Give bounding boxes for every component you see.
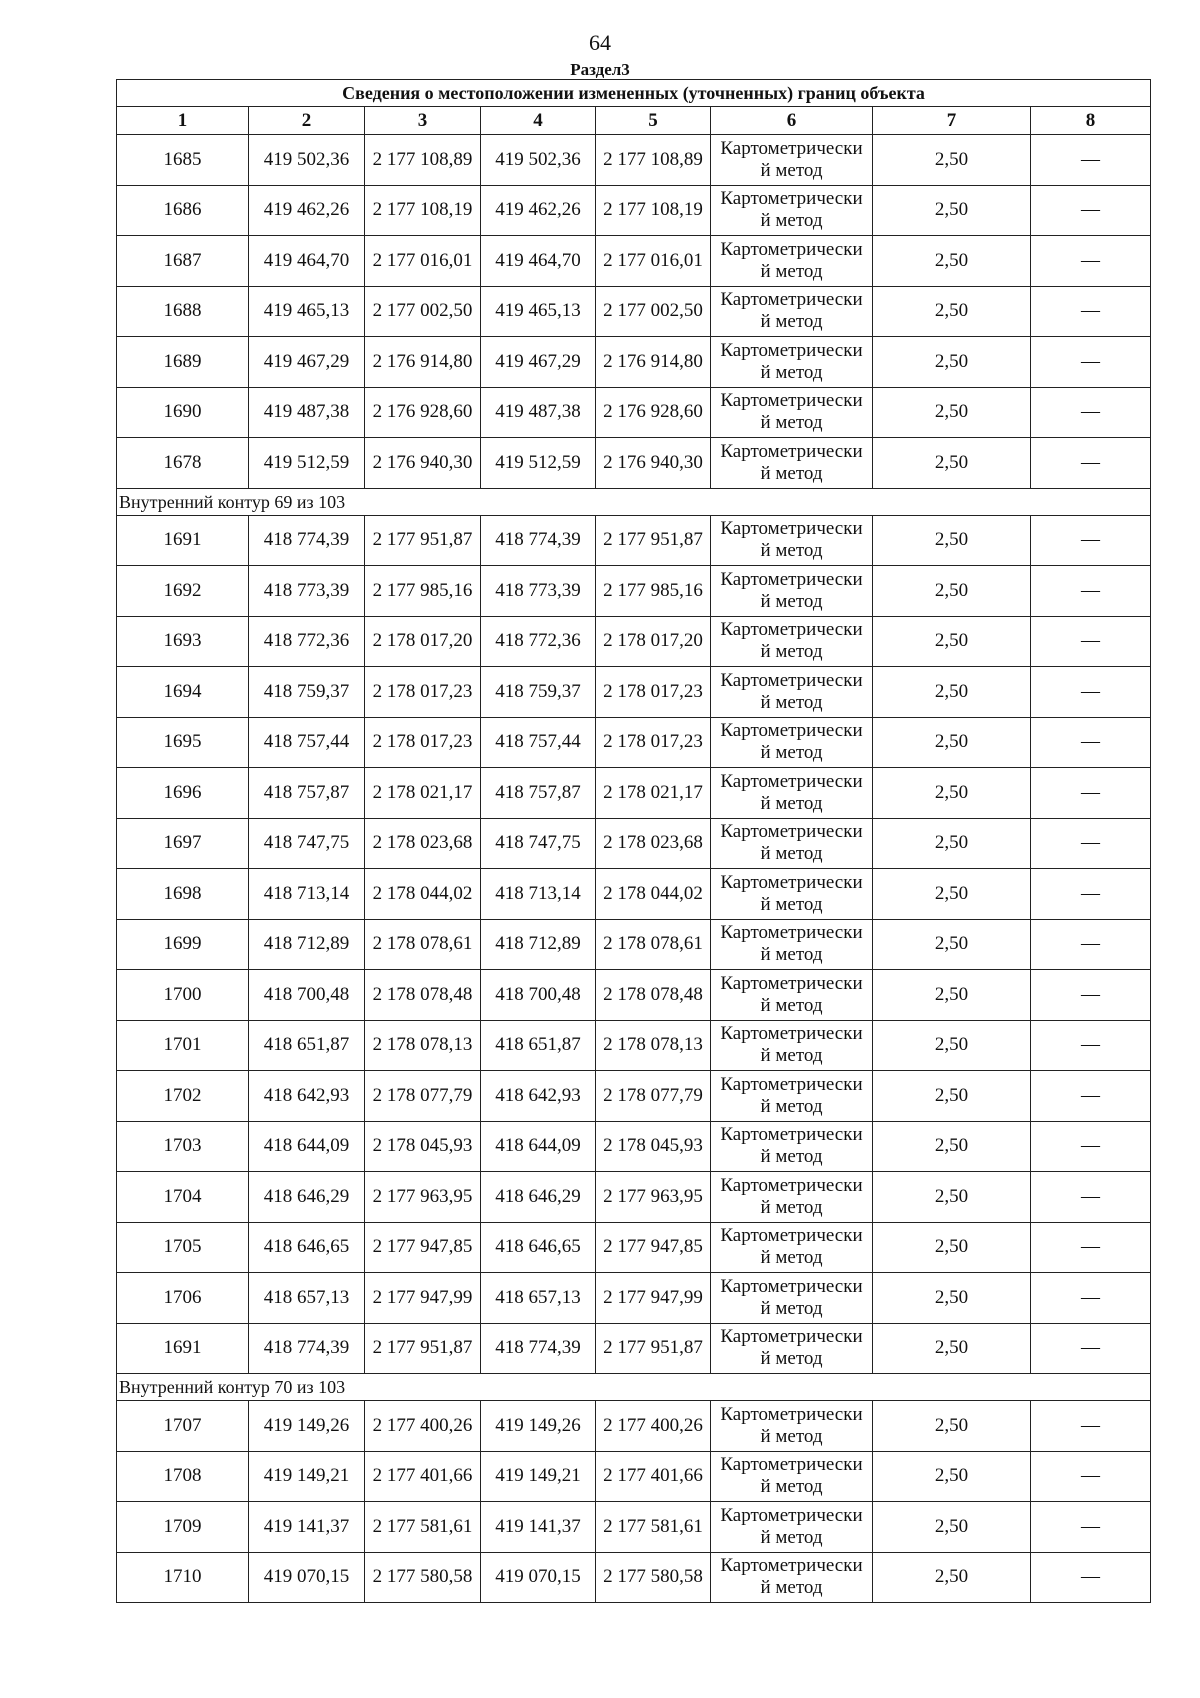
note-cell: — [1031,818,1151,869]
point-number-cell: 1685 [117,135,249,186]
accuracy-cell: 2,50 [873,818,1031,869]
table-title-row [117,80,1151,107]
x-new-cell: 418 774,39 [481,1323,596,1374]
y-new-cell: 2 177 581,61 [596,1502,711,1553]
x-new-cell: 418 757,87 [481,768,596,819]
y-old-cell: 2 177 947,85 [365,1222,481,1273]
x-new-cell: 418 700,48 [481,970,596,1021]
method-cell: Картометрически й метод [711,337,873,388]
point-number-cell: 1695 [117,717,249,768]
note-cell: — [1031,970,1151,1021]
table-row [117,337,1151,388]
method-cell: Картометрически й метод [711,970,873,1021]
method-cell: Картометрически й метод [711,185,873,236]
table-row [117,286,1151,337]
accuracy-cell: 2,50 [873,566,1031,617]
y-old-cell: 2 178 021,17 [365,768,481,819]
point-number-cell: 1692 [117,566,249,617]
note-cell: — [1031,135,1151,186]
point-number-cell: 1688 [117,286,249,337]
accuracy-cell: 2,50 [873,717,1031,768]
x-old-cell: 418 757,44 [249,717,365,768]
y-new-cell: 2 177 108,19 [596,185,711,236]
x-old-cell: 418 774,39 [249,515,365,566]
accuracy-cell: 2,50 [873,286,1031,337]
y-new-cell: 2 177 401,66 [596,1451,711,1502]
table-row [117,1451,1151,1502]
x-old-cell: 419 462,26 [249,185,365,236]
method-cell: Картометрически й метод [711,1401,873,1452]
note-cell: — [1031,185,1151,236]
note-cell: — [1031,919,1151,970]
column-header: 3 [365,107,481,135]
table-row [117,970,1151,1021]
y-old-cell: 2 177 951,87 [365,1323,481,1374]
x-old-cell: 418 657,13 [249,1273,365,1324]
accuracy-cell: 2,50 [873,515,1031,566]
accuracy-cell: 2,50 [873,768,1031,819]
point-number-cell: 1694 [117,667,249,718]
column-header: 1 [117,107,249,135]
x-new-cell: 418 772,36 [481,616,596,667]
accuracy-cell: 2,50 [873,1222,1031,1273]
y-old-cell: 2 178 017,23 [365,717,481,768]
x-new-cell: 418 759,37 [481,667,596,718]
y-new-cell: 2 176 928,60 [596,387,711,438]
accuracy-cell: 2,50 [873,970,1031,1021]
x-new-cell: 419 464,70 [481,236,596,287]
x-new-cell: 419 070,15 [481,1552,596,1603]
table-row [117,1020,1151,1071]
method-cell: Картометрически й метод [711,286,873,337]
method-cell: Картометрически й метод [711,1451,873,1502]
accuracy-cell: 2,50 [873,387,1031,438]
x-old-cell: 419 070,15 [249,1552,365,1603]
table-row [117,135,1151,186]
accuracy-cell: 2,50 [873,236,1031,287]
y-old-cell: 2 177 963,95 [365,1172,481,1223]
point-number-cell: 1700 [117,970,249,1021]
point-number-cell: 1697 [117,818,249,869]
point-number-cell: 1693 [117,616,249,667]
y-new-cell: 2 177 580,58 [596,1552,711,1603]
y-old-cell: 2 176 940,30 [365,438,481,489]
x-old-cell: 418 700,48 [249,970,365,1021]
table-row [117,1071,1151,1122]
method-cell: Картометрически й метод [711,616,873,667]
method-cell: Картометрически й метод [711,135,873,186]
table-row [117,768,1151,819]
y-new-cell: 2 177 951,87 [596,1323,711,1374]
point-number-cell: 1699 [117,919,249,970]
y-old-cell: 2 177 002,50 [365,286,481,337]
y-old-cell: 2 178 078,61 [365,919,481,970]
note-cell: — [1031,667,1151,718]
note-cell: — [1031,717,1151,768]
note-cell: — [1031,1401,1151,1452]
x-old-cell: 418 646,29 [249,1172,365,1223]
note-cell: — [1031,236,1151,287]
x-new-cell: 418 657,13 [481,1273,596,1324]
x-new-cell: 418 773,39 [481,566,596,617]
x-old-cell: 418 651,87 [249,1020,365,1071]
x-old-cell: 419 149,26 [249,1401,365,1452]
method-cell: Картометрически й метод [711,438,873,489]
contour-heading-row [117,488,1151,515]
table-row [117,1552,1151,1603]
note-cell: — [1031,1071,1151,1122]
column-header-row [117,107,1151,135]
x-old-cell: 418 644,09 [249,1121,365,1172]
table-row [117,667,1151,718]
point-number-cell: 1707 [117,1401,249,1452]
contour-heading: Внутренний контур 69 из 103 [117,488,1151,515]
point-number-cell: 1689 [117,337,249,388]
x-new-cell: 418 774,39 [481,515,596,566]
column-header: 6 [711,107,873,135]
y-new-cell: 2 177 947,99 [596,1273,711,1324]
note-cell: — [1031,1451,1151,1502]
x-new-cell: 419 149,26 [481,1401,596,1452]
table-row [117,1273,1151,1324]
x-new-cell: 418 757,44 [481,717,596,768]
column-header: 5 [596,107,711,135]
y-new-cell: 2 176 914,80 [596,337,711,388]
accuracy-cell: 2,50 [873,869,1031,920]
y-new-cell: 2 178 021,17 [596,768,711,819]
note-cell: — [1031,869,1151,920]
y-old-cell: 2 176 928,60 [365,387,481,438]
x-new-cell: 418 712,89 [481,919,596,970]
method-cell: Картометрически й метод [711,818,873,869]
x-old-cell: 418 773,39 [249,566,365,617]
method-cell: Картометрически й метод [711,768,873,819]
x-old-cell: 418 712,89 [249,919,365,970]
x-new-cell: 418 646,65 [481,1222,596,1273]
table-row [117,566,1151,617]
x-old-cell: 418 646,65 [249,1222,365,1273]
note-cell: — [1031,1323,1151,1374]
x-old-cell: 418 757,87 [249,768,365,819]
point-number-cell: 1705 [117,1222,249,1273]
y-old-cell: 2 177 016,01 [365,236,481,287]
y-new-cell: 2 177 947,85 [596,1222,711,1273]
x-new-cell: 418 644,09 [481,1121,596,1172]
column-header: 2 [249,107,365,135]
table-row [117,717,1151,768]
method-cell: Картометрически й метод [711,566,873,617]
note-cell: — [1031,1552,1151,1603]
note-cell: — [1031,616,1151,667]
method-cell: Картометрически й метод [711,869,873,920]
method-cell: Картометрически й метод [711,1552,873,1603]
y-old-cell: 2 177 400,26 [365,1401,481,1452]
point-number-cell: 1703 [117,1121,249,1172]
accuracy-cell: 2,50 [873,1071,1031,1122]
x-new-cell: 418 747,75 [481,818,596,869]
accuracy-cell: 2,50 [873,616,1031,667]
y-new-cell: 2 178 078,61 [596,919,711,970]
method-cell: Картометрически й метод [711,1020,873,1071]
x-new-cell: 418 642,93 [481,1071,596,1122]
y-new-cell: 2 176 940,30 [596,438,711,489]
section-label: Раздел3 [570,60,630,79]
x-old-cell: 418 772,36 [249,616,365,667]
method-cell: Картометрически й метод [711,1172,873,1223]
method-cell: Картометрически й метод [711,1121,873,1172]
page-number: 64 [589,30,611,55]
method-cell: Картометрически й метод [711,515,873,566]
note-cell: — [1031,387,1151,438]
y-old-cell: 2 177 985,16 [365,566,481,617]
method-cell: Картометрически й метод [711,387,873,438]
x-new-cell: 419 502,36 [481,135,596,186]
column-header: 4 [481,107,596,135]
table-row [117,1401,1151,1452]
x-old-cell: 418 759,37 [249,667,365,718]
x-old-cell: 419 464,70 [249,236,365,287]
x-old-cell: 419 149,21 [249,1451,365,1502]
y-new-cell: 2 178 044,02 [596,869,711,920]
table-row [117,438,1151,489]
accuracy-cell: 2,50 [873,1273,1031,1324]
x-new-cell: 419 512,59 [481,438,596,489]
point-number-cell: 1702 [117,1071,249,1122]
note-cell: — [1031,1222,1151,1273]
accuracy-cell: 2,50 [873,438,1031,489]
y-old-cell: 2 178 023,68 [365,818,481,869]
y-new-cell: 2 177 951,87 [596,515,711,566]
x-old-cell: 418 747,75 [249,818,365,869]
note-cell: — [1031,1502,1151,1553]
accuracy-cell: 2,50 [873,1552,1031,1603]
y-new-cell: 2 178 045,93 [596,1121,711,1172]
y-old-cell: 2 177 108,19 [365,185,481,236]
table-row [117,869,1151,920]
x-new-cell: 418 651,87 [481,1020,596,1071]
method-cell: Картометрически й метод [711,919,873,970]
point-number-cell: 1690 [117,387,249,438]
table-row [117,515,1151,566]
coordinates-table [116,79,1151,1603]
x-old-cell: 418 713,14 [249,869,365,920]
table-body [117,80,1151,1603]
accuracy-cell: 2,50 [873,667,1031,718]
x-old-cell: 419 141,37 [249,1502,365,1553]
x-old-cell: 419 487,38 [249,387,365,438]
point-number-cell: 1708 [117,1451,249,1502]
note-cell: — [1031,1273,1151,1324]
column-header: 8 [1031,107,1151,135]
table-row [117,185,1151,236]
table-row [117,1502,1151,1553]
note-cell: — [1031,566,1151,617]
point-number-cell: 1704 [117,1172,249,1223]
y-new-cell: 2 178 017,23 [596,667,711,718]
x-old-cell: 419 465,13 [249,286,365,337]
method-cell: Картометрически й метод [711,667,873,718]
table-row [117,387,1151,438]
y-old-cell: 2 178 017,20 [365,616,481,667]
x-old-cell: 418 774,39 [249,1323,365,1374]
method-cell: Картометрически й метод [711,1071,873,1122]
y-old-cell: 2 178 017,23 [365,667,481,718]
x-new-cell: 419 465,13 [481,286,596,337]
y-old-cell: 2 177 108,89 [365,135,481,186]
y-old-cell: 2 178 077,79 [365,1071,481,1122]
table-row [117,818,1151,869]
accuracy-cell: 2,50 [873,185,1031,236]
note-cell: — [1031,286,1151,337]
accuracy-cell: 2,50 [873,1020,1031,1071]
table-row [117,1172,1151,1223]
point-number-cell: 1678 [117,438,249,489]
y-old-cell: 2 177 581,61 [365,1502,481,1553]
point-number-cell: 1709 [117,1502,249,1553]
point-number-cell: 1691 [117,1323,249,1374]
table-row [117,1323,1151,1374]
note-cell: — [1031,337,1151,388]
column-header: 7 [873,107,1031,135]
x-old-cell: 419 502,36 [249,135,365,186]
table-row [117,919,1151,970]
note-cell: — [1031,1020,1151,1071]
y-old-cell: 2 178 078,13 [365,1020,481,1071]
x-old-cell: 419 467,29 [249,337,365,388]
point-number-cell: 1701 [117,1020,249,1071]
y-old-cell: 2 178 045,93 [365,1121,481,1172]
accuracy-cell: 2,50 [873,919,1031,970]
method-cell: Картометрически й метод [711,1222,873,1273]
x-new-cell: 418 646,29 [481,1172,596,1223]
y-old-cell: 2 177 947,99 [365,1273,481,1324]
y-old-cell: 2 178 044,02 [365,869,481,920]
point-number-cell: 1686 [117,185,249,236]
y-new-cell: 2 177 016,01 [596,236,711,287]
table-title: Сведения о местоположении измененных (уточненных) границ объекта [117,80,1151,107]
table-row [117,1222,1151,1273]
accuracy-cell: 2,50 [873,135,1031,186]
y-new-cell: 2 177 108,89 [596,135,711,186]
y-old-cell: 2 177 401,66 [365,1451,481,1502]
method-cell: Картометрически й метод [711,1502,873,1553]
y-new-cell: 2 177 002,50 [596,286,711,337]
y-new-cell: 2 177 400,26 [596,1401,711,1452]
y-old-cell: 2 177 580,58 [365,1552,481,1603]
y-new-cell: 2 178 077,79 [596,1071,711,1122]
accuracy-cell: 2,50 [873,1401,1031,1452]
y-new-cell: 2 178 023,68 [596,818,711,869]
x-new-cell: 419 487,38 [481,387,596,438]
note-cell: — [1031,438,1151,489]
contour-heading: Внутренний контур 70 из 103 [117,1374,1151,1401]
point-number-cell: 1710 [117,1552,249,1603]
x-new-cell: 419 467,29 [481,337,596,388]
accuracy-cell: 2,50 [873,1121,1031,1172]
point-number-cell: 1691 [117,515,249,566]
x-new-cell: 419 462,26 [481,185,596,236]
point-number-cell: 1706 [117,1273,249,1324]
y-new-cell: 2 178 078,13 [596,1020,711,1071]
point-number-cell: 1698 [117,869,249,920]
y-new-cell: 2 177 985,16 [596,566,711,617]
y-new-cell: 2 177 963,95 [596,1172,711,1223]
x-old-cell: 418 642,93 [249,1071,365,1122]
method-cell: Картометрически й метод [711,236,873,287]
method-cell: Картометрически й метод [711,717,873,768]
x-new-cell: 418 713,14 [481,869,596,920]
x-new-cell: 419 149,21 [481,1451,596,1502]
y-new-cell: 2 178 078,48 [596,970,711,1021]
method-cell: Картометрически й метод [711,1323,873,1374]
table-row [117,616,1151,667]
x-old-cell: 419 512,59 [249,438,365,489]
y-new-cell: 2 178 017,23 [596,717,711,768]
method-cell: Картометрически й метод [711,1273,873,1324]
accuracy-cell: 2,50 [873,1172,1031,1223]
y-old-cell: 2 177 951,87 [365,515,481,566]
accuracy-cell: 2,50 [873,1502,1031,1553]
table-row [117,1121,1151,1172]
point-number-cell: 1696 [117,768,249,819]
note-cell: — [1031,768,1151,819]
x-new-cell: 419 141,37 [481,1502,596,1553]
table-row [117,236,1151,287]
accuracy-cell: 2,50 [873,1323,1031,1374]
note-cell: — [1031,1172,1151,1223]
y-old-cell: 2 178 078,48 [365,970,481,1021]
note-cell: — [1031,515,1151,566]
contour-heading-row [117,1374,1151,1401]
accuracy-cell: 2,50 [873,1451,1031,1502]
y-old-cell: 2 176 914,80 [365,337,481,388]
y-new-cell: 2 178 017,20 [596,616,711,667]
accuracy-cell: 2,50 [873,337,1031,388]
note-cell: — [1031,1121,1151,1172]
point-number-cell: 1687 [117,236,249,287]
